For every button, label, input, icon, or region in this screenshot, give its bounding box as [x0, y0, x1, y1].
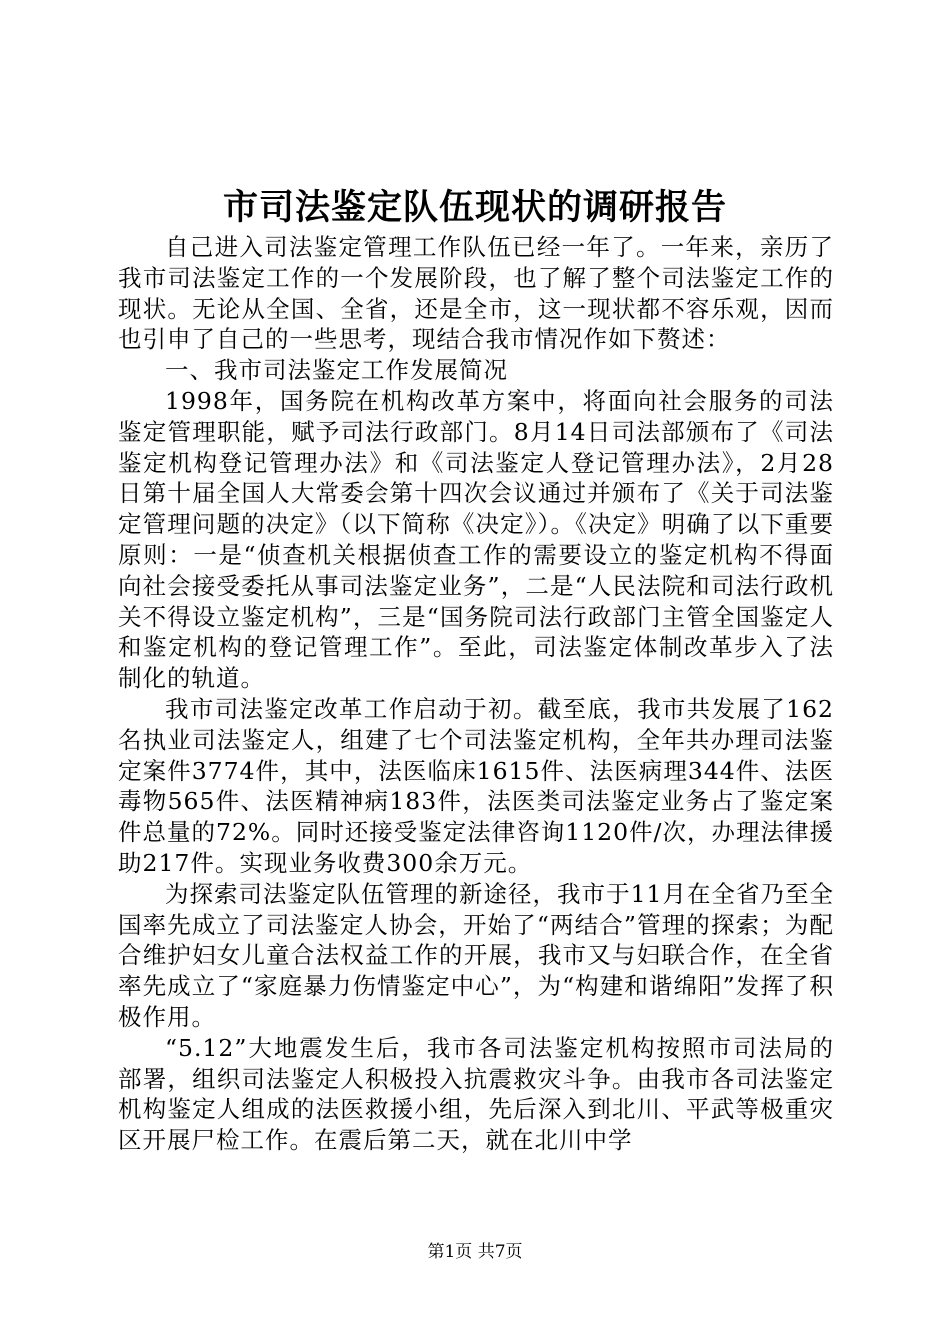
section-heading: 一、我市司法鉴定工作发展简况: [165, 356, 508, 385]
paragraph-intro: 自己进入司法鉴定管理工作队伍已经一年了。一年来，亲历了我市司法鉴定工作的一个发展阶段，也了解了整个司法鉴定工作的现状。无论从全国、全省，还是全市，这一现状都不容乐观，因而也引申了自己的一些思考，现结合我市情况作如下赘述：: [118, 233, 834, 354]
paragraph-statistics: 我市司法鉴定改革工作启动于初。截至底，我市共发展了162名执业司法鉴定人，组建了七个司法鉴定机构，全年共办理司法鉴定案件3774件，其中，法医临床1615件、法医病理344件、法医毒物565件、法医精神病183件，法医类司法鉴定业务占了鉴定案件总量的72%。同时还接受鉴定法律咨询1120件/次，办理法律援助217件。实现业务收费300余万元。: [118, 694, 834, 877]
paragraph-earthquake: “5.12”大地震发生后，我市各司法鉴定机构按照市司法局的部署，组织司法鉴定人积极投入抗震救灾斗争。由我市各司法鉴定机构鉴定人组成的法医救援小组，先后深入到北川、平武等极重灾区开展尸检工作。在震后第二天，就在北川中学: [118, 1033, 834, 1155]
page-title: 市司法鉴定队伍现状的调研报告: [222, 187, 727, 228]
paragraph-history: 1998年，国务院在机构改革方案中，将面向社会服务的司法鉴定管理职能，赋予司法行政部门。8月14日司法部颁布了《司法鉴定机构登记管理办法》和《司法鉴定人登记管理办法》，2月28日第十届全国人大常委会第十四次会议通过并颁布了《关于司法鉴定管理问题的决定》（以下简称《决定》）。《决定》明确了以下重要原则：一是“侦查机关根据侦查工作的需要设立的鉴定机构不得面向社会接受委托从事司法鉴定业务”，二是“人民法院和司法行政机关不得设立鉴定机构”，三是“国务院司法行政部门主管全国鉴定人和鉴定机构的登记管理工作”。至此，司法鉴定体制改革步入了法制化的轨道。: [118, 386, 834, 693]
document-body: [118, 232, 834, 1156]
paragraph-association: 为探索司法鉴定队伍管理的新途径，我市于11月在全省乃至全国率先成立了司法鉴定人协会，开始了“两结合”管理的探索；为配合维护妇女儿童合法权益工作的开展，我市又与妇联合作，在全省率先成立了“家庭暴力伤情鉴定中心”，为“构建和谐绵阳”发挥了积极作用。: [118, 879, 834, 1031]
page-number: 第1页 共7页: [427, 1242, 523, 1262]
